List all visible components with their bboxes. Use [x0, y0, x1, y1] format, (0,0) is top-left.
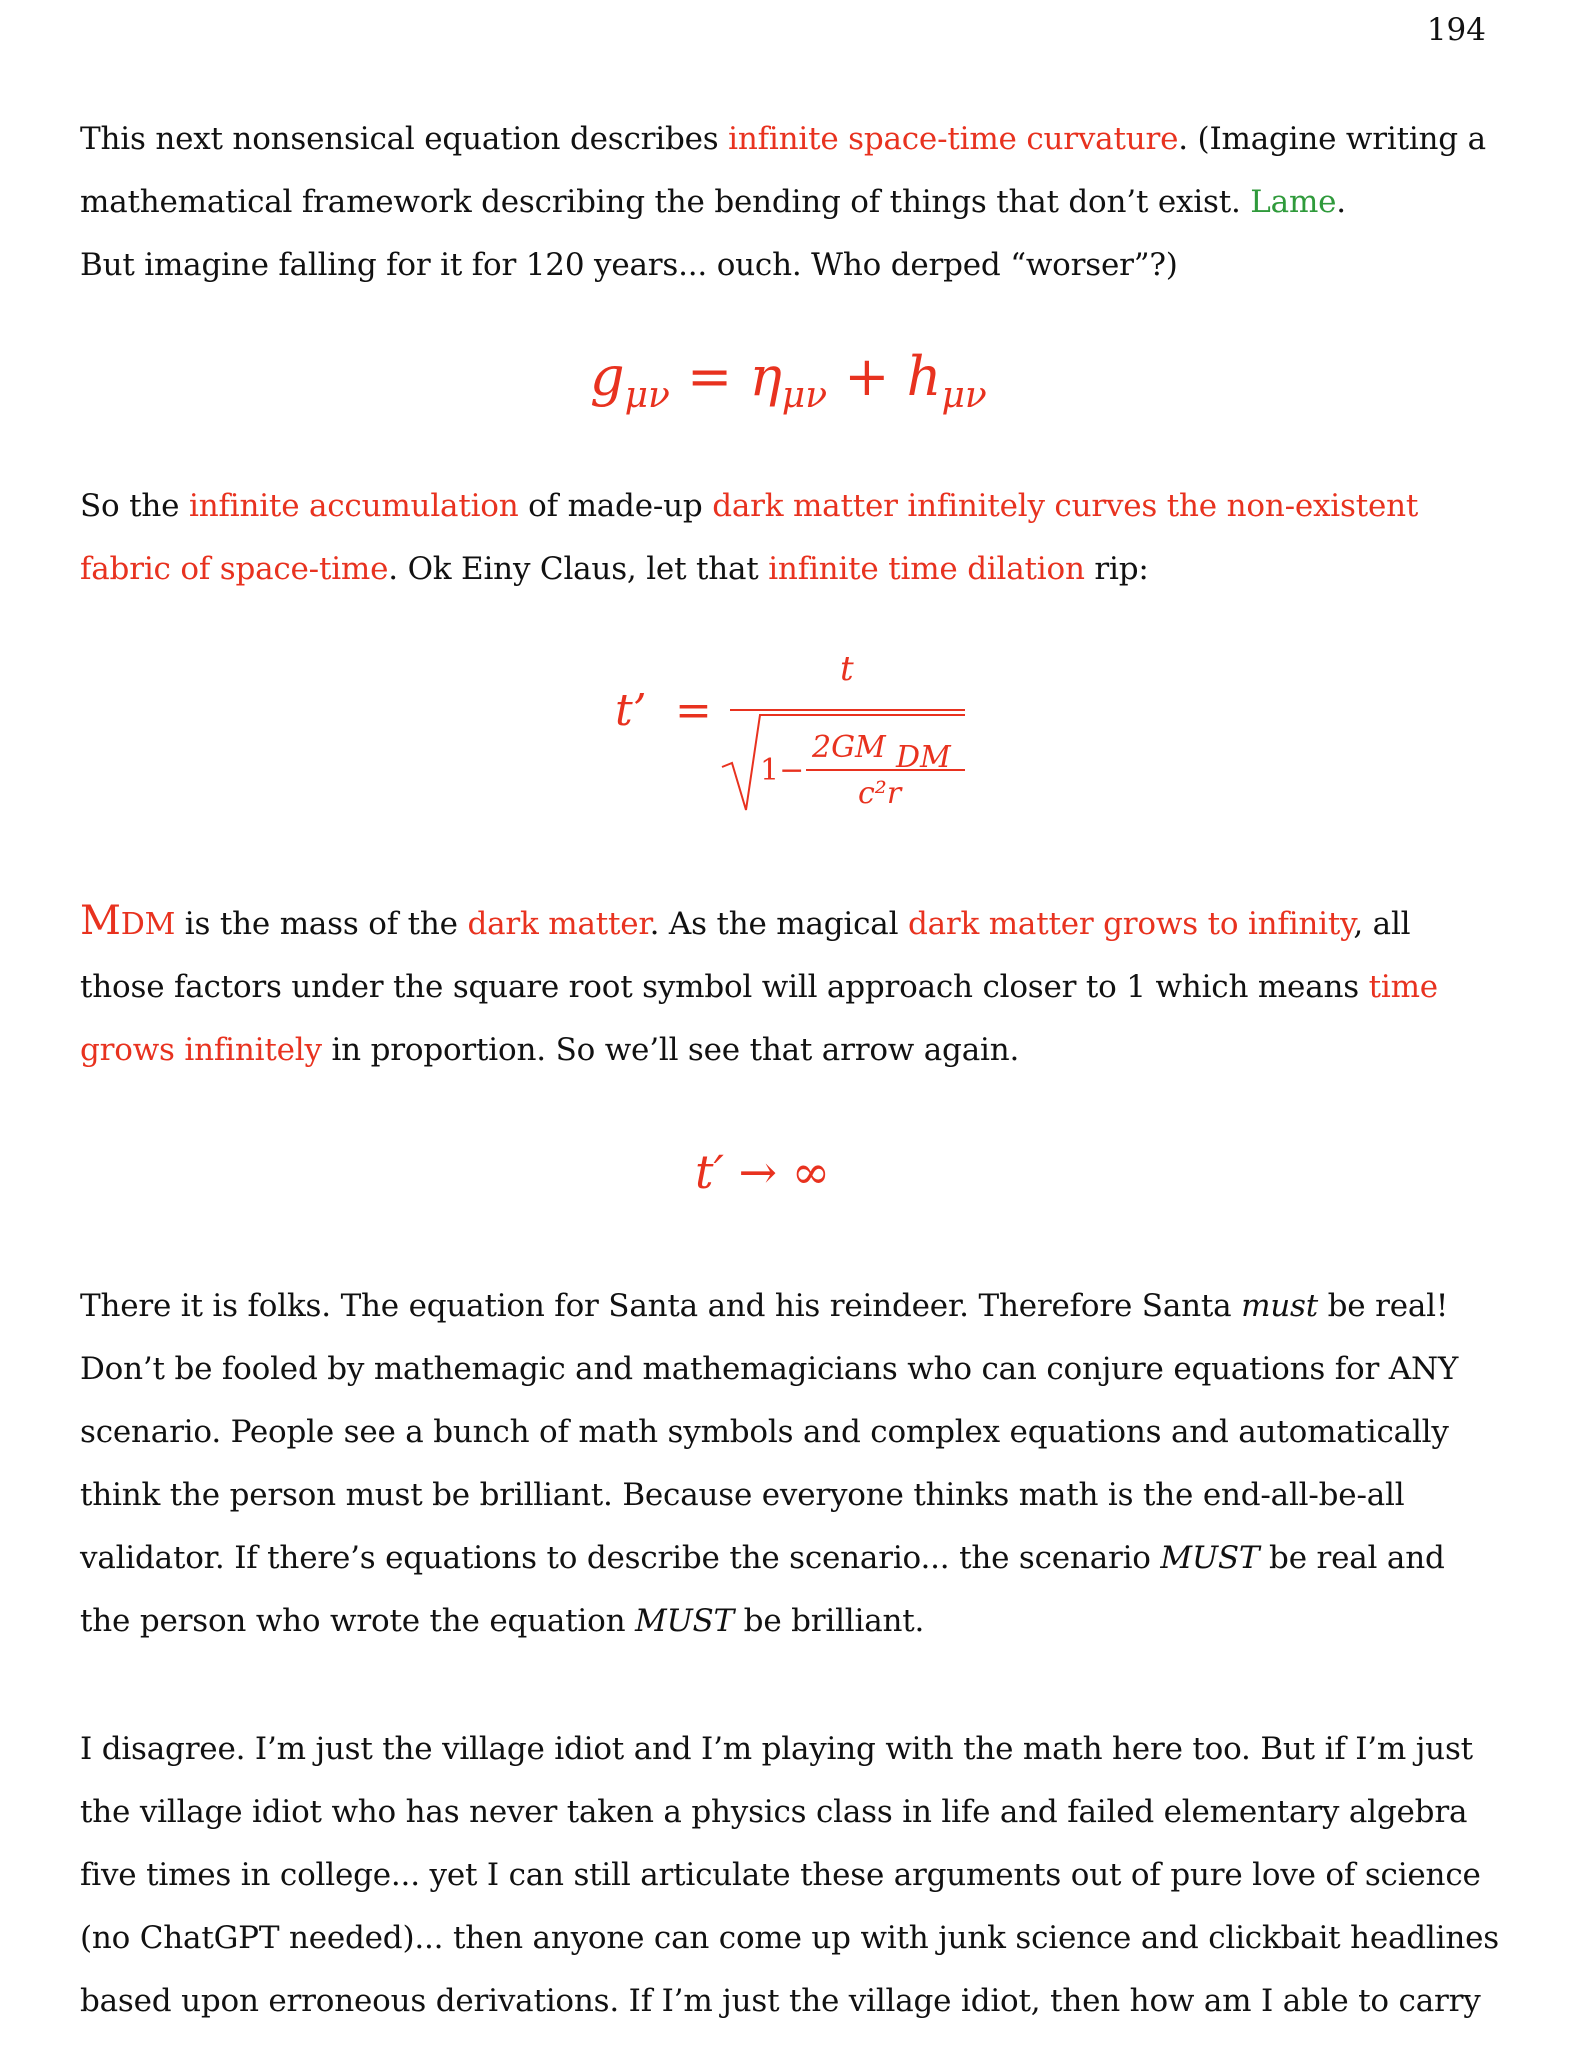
- text-run: in proportion. So we’ll see that arrow again.: [321, 1032, 1020, 1068]
- page-number: 194: [1426, 12, 1486, 48]
- eq-operator: +: [827, 345, 907, 408]
- eq-one-minus: 1−: [760, 753, 805, 788]
- text-run: . Ok Einy Claus, let that: [388, 551, 769, 587]
- eq-subscript: μν: [941, 375, 987, 416]
- text-run: of made-up: [518, 488, 713, 524]
- highlight-red: dark matter grows to infinity: [907, 906, 1354, 942]
- highlight-red: infinite space-time curvature: [728, 121, 1179, 157]
- highlight-red: M: [80, 898, 121, 944]
- eq-numerator: t: [840, 649, 854, 689]
- text-run: be real! Don’t be fooled by mathemagic and mathemagicians who can conjure equations for ANY scenario. People see a bunch of math symbols and complex equations and automatically think the person must be brilliant. Because everyone thinks math is the end-all-be-all validator. If there’s equations to describe the scenario... the scenario: [80, 1288, 1459, 1576]
- highlight-red: infinite time dilation: [768, 551, 1085, 587]
- highlight-red: DM: [120, 907, 176, 942]
- paragraph-2: [80, 475, 1500, 601]
- text-run: But imagine falling for it for 120 years... ouch. Who derped “worser”?): [80, 247, 1178, 283]
- eq-symbol: g: [590, 345, 625, 408]
- highlight-red: dark matter: [467, 906, 650, 942]
- highlight-red: infinite accumulation: [188, 488, 519, 524]
- eq-symbol: h: [906, 345, 942, 408]
- text-run: So the: [80, 488, 189, 524]
- highlight-red: time grows infinitely: [80, 969, 1438, 1068]
- text-run: .: [1336, 184, 1346, 220]
- paragraph-3: [80, 890, 1500, 1082]
- text-run: There it is folks. The equation for Santa and his reindeer. Therefore Santa: [80, 1288, 1242, 1324]
- eq-inner-numerator: 2GM: [812, 730, 886, 765]
- text-run: is the mass of the: [175, 906, 468, 942]
- text-run: be brilliant.: [734, 1603, 925, 1639]
- text-run: , all those factors under the square root symbol will approach closer to 1 which means: [80, 906, 1411, 1005]
- paragraph-4: [80, 1275, 1500, 1653]
- text-run: rip:: [1084, 551, 1149, 587]
- equation-limit: t′ → ∞: [695, 1145, 831, 1199]
- text-run: . As the magical: [649, 906, 908, 942]
- eq-subscript: μν: [781, 375, 828, 416]
- text-run: be real and the person who wrote the equation: [80, 1540, 1445, 1639]
- eq-inner-denominator: c²r: [858, 776, 902, 811]
- text-run: This next nonsensical equation describes: [80, 121, 729, 157]
- eq-lhs: t’: [615, 685, 647, 736]
- highlight-green: Lame: [1250, 184, 1337, 220]
- paragraph-1: [80, 108, 1500, 297]
- eq-inner-subscript: DM: [896, 740, 951, 775]
- equation-time-dilation: [600, 645, 980, 825]
- eq-operator: =: [669, 345, 750, 408]
- eq-equals: =: [675, 685, 712, 736]
- equation-metric: [590, 345, 987, 416]
- text-run: . (Imagine writing a mathematical framework describing the bending of things that don’t exist.: [80, 121, 1486, 220]
- eq-subscript: μν: [624, 375, 670, 416]
- text-emphasis: MUST: [1160, 1540, 1260, 1576]
- highlight-red: dark matter infinitely curves the non-existent fabric of space-time: [80, 488, 1419, 587]
- paragraph-5: [80, 1718, 1500, 2033]
- text-emphasis: must: [1241, 1288, 1318, 1324]
- text-run: I disagree. I’m just the village idiot and I’m playing with the math here too. But if I’m just the village idiot who has never taken a physics class in life and failed elementary algebra five times in college... yet I can still articulate these arguments out of pure love of science (no ChatGPT needed)... then anyone can come up with junk science and clickbait headlines based upon erroneous derivations. If I’m just the village idiot, then how am I able to carry: [80, 1731, 1499, 2019]
- text-emphasis: MUST: [635, 1603, 735, 1639]
- eq-symbol: η: [749, 345, 782, 408]
